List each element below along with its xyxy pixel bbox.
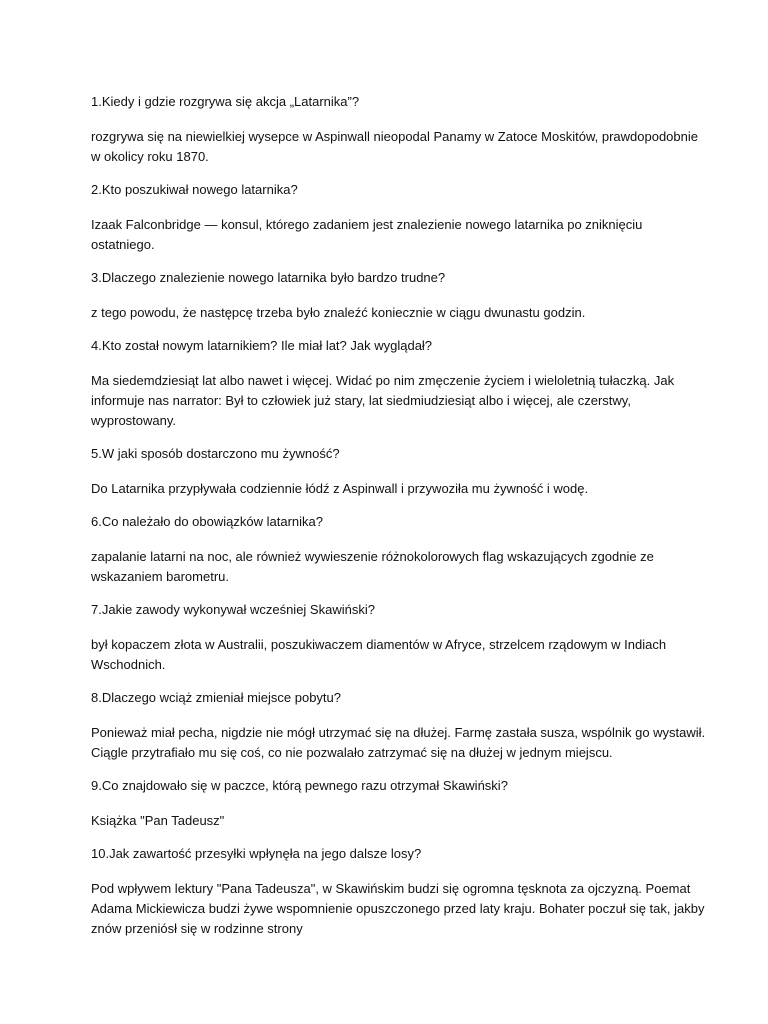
- answer-text: był kopaczem złota w Australii, poszukiwaczem diamentów w Afryce, strzelcem rządowym w Indiach Wschodnich.: [91, 637, 667, 672]
- qa-block: [91, 180, 708, 255]
- qa-block: [91, 600, 708, 675]
- qa-block: [91, 268, 708, 323]
- qa-block: [91, 512, 708, 587]
- answer-text: Pod wpływem lektury "Pana Tadeusza", w Skawińskim budzi się ogromna tęsknota za ojczyzną. Poemat Adama Mickiewicza budzi żywe wspomnienie opuszczonego przed laty kraju. Bohater poczuł się tak, jakby znów przeniósł się w rodzinne strony: [91, 881, 705, 936]
- question-text: 7.Jakie zawody wykonywał wcześniej Skawiński?: [91, 602, 375, 617]
- answer-text: Książka "Pan Tadeusz": [91, 813, 225, 828]
- question-text: 6.Co należało do obowiązków latarnika?: [91, 514, 323, 529]
- question-text: 5.W jaki sposób dostarczono mu żywność?: [91, 446, 340, 461]
- question-text: 3.Dlaczego znalezienie nowego latarnika było bardzo trudne?: [91, 270, 446, 285]
- question-text: 1.Kiedy i gdzie rozgrywa się akcja „Latarnika”?: [91, 94, 360, 109]
- answer-text: Izaak Falconbridge — konsul, którego zadaniem jest znalezienie nowego latarnika po zniknięciu ostatniego.: [91, 217, 643, 252]
- qa-block: [91, 336, 708, 431]
- question-text: 4.Kto został nowym latarnikiem? Ile miał lat? Jak wyglądał?: [91, 338, 433, 353]
- answer-text: Do Latarnika przypływała codziennie łódź z Aspinwall i przywoziła mu żywność i wodę.: [91, 481, 589, 496]
- answer-text: Ponieważ miał pecha, nigdzie nie mógł utrzymać się na dłużej. Farmę zastała susza, wspólnik go wystawił. Ciągle przytrafiało mu się coś, co nie pozwalało zatrzymać się na dłużej w jednym miejscu.: [91, 725, 706, 760]
- qa-block: [91, 688, 708, 763]
- answer-text: rozgrywa się na niewielkiej wysepce w Aspinwall nieopodal Panamy w Zatoce Moskitów, prawdopodobnie w okolicy roku 1870.: [91, 129, 698, 164]
- qa-block: [91, 844, 708, 939]
- answer-text: Ma siedemdziesiąt lat albo nawet i więcej. Widać po nim zmęczenie życiem i wieloletnią tułaczką. Jak informuje nas narrator: Był to człowiek już stary, lat siedmiudziesiąt albo i więcej, ale czerstwy, wyprostowany.: [91, 373, 675, 428]
- question-text: 8.Dlaczego wciąż zmieniał miejsce pobytu?: [91, 690, 342, 705]
- question-text: 9.Co znajdowało się w paczce, którą pewnego razu otrzymał Skawiński?: [91, 778, 508, 793]
- answer-text: z tego powodu, że następcę trzeba było znaleźć koniecznie w ciągu dwunastu godzin.: [91, 305, 586, 320]
- qa-block: [91, 444, 708, 499]
- qa-block: [91, 776, 708, 831]
- answer-text: zapalanie latarni na noc, ale również wywieszenie różnokolorowych flag wskazujących zgodnie ze wskazaniem barometru.: [91, 549, 654, 584]
- question-text: 10.Jak zawartość przesyłki wpłynęła na jego dalsze losy?: [91, 846, 422, 861]
- qa-block: [91, 92, 708, 167]
- question-text: 2.Kto poszukiwał nowego latarnika?: [91, 182, 298, 197]
